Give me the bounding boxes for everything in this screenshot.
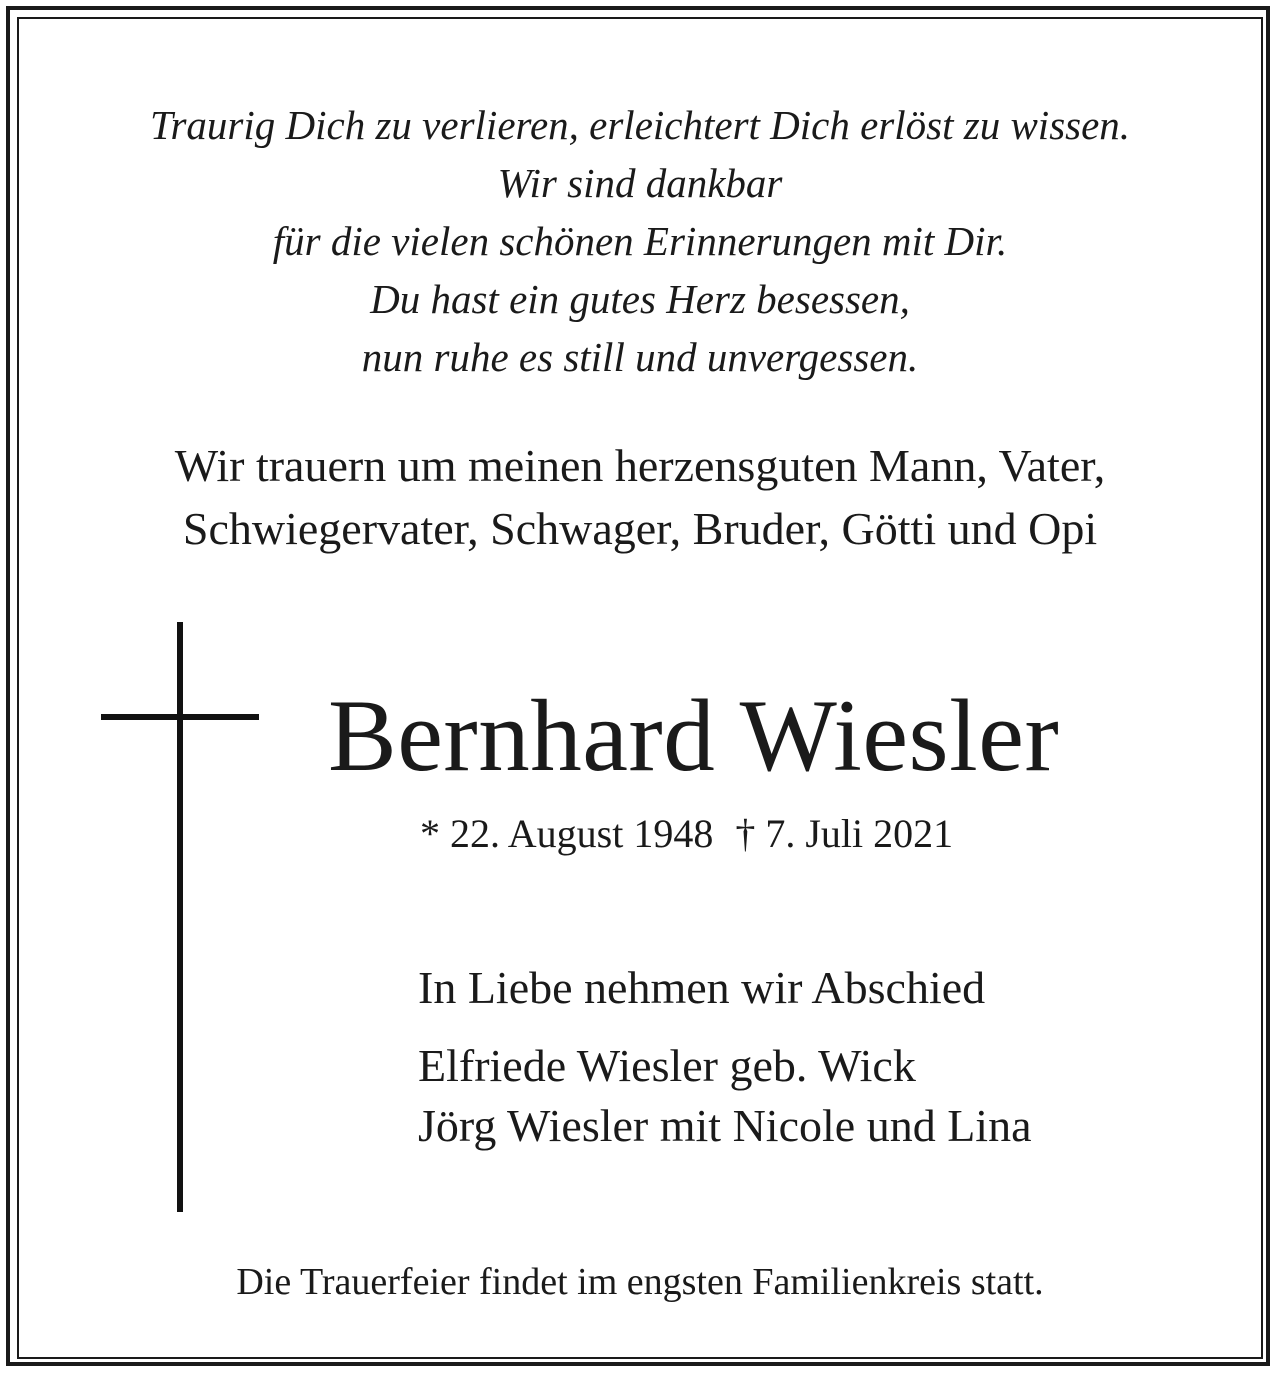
poem-line: Traurig Dich zu verlieren, erleichtert Dich erlöst zu wissen. xyxy=(149,102,1131,148)
farewell-line: In Liebe nehmen wir Abschied xyxy=(418,962,986,1013)
mourning-intro xyxy=(0,434,1280,560)
deceased-name: Bernhard Wiesler xyxy=(328,679,1060,793)
family-member: Elfriede Wiesler geb. Wick xyxy=(418,1040,916,1091)
memorial-poem xyxy=(0,96,1280,386)
intro-line: Wir trauern um meinen herzensguten Mann, Vater, xyxy=(174,440,1106,491)
intro-line: Schwiegervater, Schwager, Bruder, Götti und Opi xyxy=(182,503,1098,554)
birth-date: * 22. August 1948 xyxy=(420,811,714,856)
life-dates xyxy=(420,808,953,860)
cross-horizontal-bar xyxy=(101,714,259,720)
cross-vertical-bar xyxy=(177,622,183,1212)
family-member: Jörg Wiesler mit Nicole und Lina xyxy=(418,1100,1032,1151)
poem-line: Du hast ein gutes Herz besessen, xyxy=(370,276,910,322)
poem-line: für die vielen schönen Erinnerungen mit Dir. xyxy=(272,218,1008,264)
poem-line: Wir sind dankbar xyxy=(497,160,783,206)
death-date: † 7. Juli 2021 xyxy=(735,811,954,856)
family-signatures xyxy=(418,1036,1032,1156)
poem-line: nun ruhe es still und unvergessen. xyxy=(361,334,919,380)
funeral-notice: Die Trauerfeier findet im engsten Familienkreis statt. xyxy=(236,1261,1044,1303)
